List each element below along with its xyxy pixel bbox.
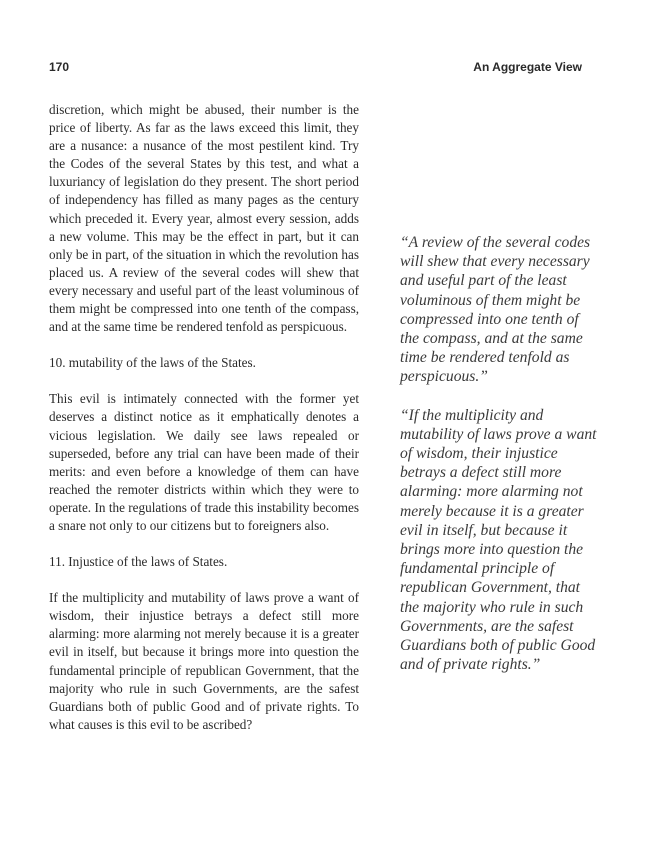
pull-quote: “A review of the several codes will shew that every necessary and useful part of the least voluminous of them might be compressed into one tenth of the compass, and at the same time be rendered tenfold as perspicuous.” — [400, 234, 591, 386]
main-text-column — [49, 101, 359, 734]
body-paragraph: discretion, which might be abused, their number is the price of liberty. As far as the laws exceed this limit, they are a nusance: a nusance of the most pestilent kind. Try the Codes of the several States by this test, and what a luxuriancy of legislation do they present. The short period of independency has filled as many pages as the century which preceded it. Every year, almost every session, adds a new volume. This may be the effect in part, but it can only be in part, of the situation in which the revolution has placed us. A review of the several codes will shew that every necessary and useful part of the least voluminous of them might be compressed into one tenth of the compass, and at the same time be rendered tenfold as perspicuous. — [49, 102, 359, 335]
body-paragraph: This evil is intimately connected with the former yet deserves a distinct notice as it emphatically denotes a vicious legislation. We daily see laws repealed or superseded, before any trial can have been made of their merits: and even before a knowledge of them can have reached the remoter districts within which they were to operate. In the regulations of trade this instability becomes a snare not only to our citizens but to foreigners also. — [49, 391, 359, 533]
section-heading: 11. Injustice of the laws of States. — [49, 554, 228, 570]
section-heading: 10. mutability of the laws of the States. — [49, 355, 256, 371]
pull-quote-sidebar — [400, 233, 600, 674]
pull-quote: “If the multiplicity and mutability of laws prove a want of wisdom, their injustice betrays a defect still more alarming: more alarming not merely because it is a greater evil in itself, but because it brings more into question the fundamental principle of republican Government, that the majority who rule in such Governments, are the safest Guardians both of public Good and of private rights.” — [400, 406, 597, 674]
body-paragraph: If the multiplicity and mutability of laws prove a want of wisdom, their injustice betrays a defect still more alarming: more alarming not merely because it is a greater evil in itself, but because it brings more into question the fundamental principle of republican Government, that the majority who rule in such Governments, are the safest Guardians both of public Good and of private rights. To what causes is this evil to be ascribed? — [49, 590, 359, 732]
page-number: 170 — [49, 60, 70, 74]
running-head: An Aggregate View — [473, 60, 582, 74]
